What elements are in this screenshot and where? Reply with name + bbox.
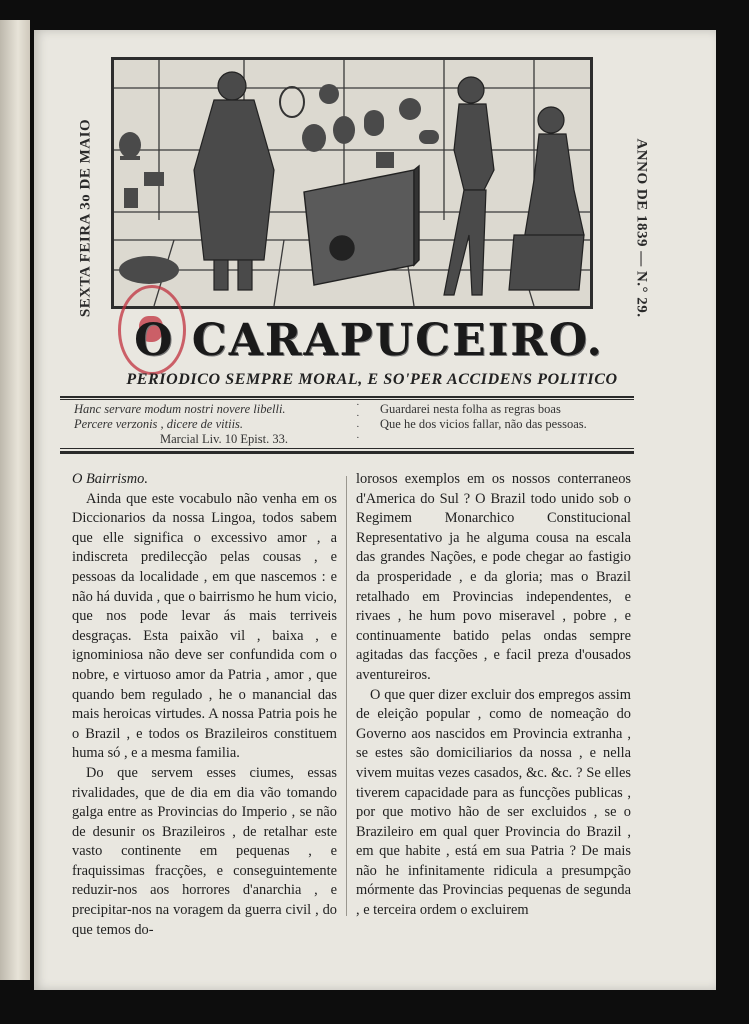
epigraph-portuguese [380,402,640,432]
epigraph-latin [74,402,354,447]
article-paragraph: O que quer dizer excluir dos empregos assim de eleição popular , como de nomeação do Governo aos nascidos em Provincia extranha , se estes são domiciliarios da nossa , e nella vivem muitas vezes casados, &c. &c. ? Se elles tiverem capacidade para as funcções publicas , por que motivo hão de ser excluidos , se o Brazileiro em qual quer Provincia do Brazil , em que habite , está em sua Patria ? De mais não he infinitamente ridicula a presumpção mórmente das Provincias pequenas de segunda , e terceira ordem o excluirem [356,686,631,919]
adjacent-page-edge [0,20,30,980]
article-column-left [72,470,337,940]
column-divider [346,476,347,916]
article-paragraph: Ainda que este vocabulo não venha em os Diccionarios da nossa Lingoa, todos sabem que elle significa o excessivo amor , a indiscreta predilecção pelas cousas , e pessoas da localidade , em que nascemos : e não há duvida , que o bairrismo he hum vicio, que nos pode levar ás mais terriveis desgraças. Esta paixão vil , baixa , e ignominiosa não deve ser confundida com o nobre, e virtuoso amor da Patria , amor , que quando bem regulado , he o manancial das mais heroicas virtudes. A nossa Patria pois he o Brazil , e todos os Brazileiros constituem huma só , e a mesma familia. [72,490,337,762]
epigraph-portuguese-line-1: Guardarei nesta folha as regras boas [380,402,561,416]
newspaper-subtitle: PERIODICO SEMPRE MORAL, E SO'PER ACCIDENS POLITICO [126,371,618,388]
issue-number: ANNO DE 1839 — N.° 29. [633,138,650,318]
rule-bottom-thin [60,448,634,449]
epigraph-portuguese-line-2: Que he dos vicios fallar, não das pessoas. [380,417,587,431]
woodcut-illustration-image [114,60,590,306]
rule-top [60,396,634,398]
article-paragraph: Do que servem esses ciumes, essas rivalidades, que de dia em dia vão tomando galga entre as Provincias do Imperio , se não de desunir os Brazileiros , de retalhar este vasto continente em pequenas , e fraquissimas fracções, e conseguintemente reduzir-nos aos horrores d'anarchia , e precipitar-nos na voragem da guerra civil , do que temos do- [72,764,337,938]
newspaper-title: O CARAPUCEIRO. [134,315,604,366]
epigraph-latin-line-1: Hanc servare modum nostri novere libelli. [74,402,286,416]
rule-bottom [60,451,634,454]
epigraph-reference: Marcial Liv. 10 Epist. 33. [160,432,288,446]
article-title: O Bairrismo. [72,471,148,487]
rule-top-thin [60,399,634,400]
masthead-woodcut-illustration [111,57,593,309]
newspaper-page [34,30,716,990]
article-paragraph: lorosos exemplos em os nossos conterraneos d'America do Sul ? O Brazil todo unido sob o Regimem Monarchico Constitucional Representativo ja he alguma cousa na escala das grandes Nações, e pode chegar ao fastigio da prosperidade , e da gloria; mas o Brazil retalhado em Provincias independentes, e rivaes , he hum povo miseravel , pobre , e continuamente batido pelas ondas sempre agitadas das facções , e facil preza d'ousados aventureiros. [356,471,631,683]
epigraph-latin-line-2: Percere verzonis , dicere de vitiis. [74,417,244,431]
article-column-right [356,470,631,921]
bracket-ornament: · · · · [356,399,360,444]
issue-date: SEXTA FEIRA 3o DE MAIO [77,118,94,318]
